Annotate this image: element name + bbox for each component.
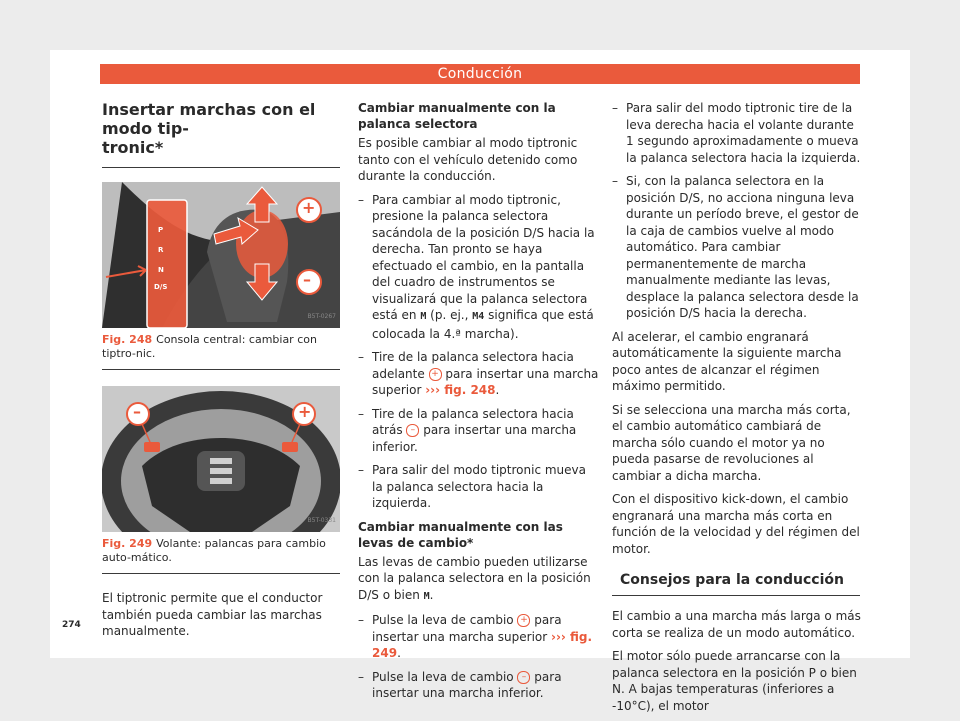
paragraph: Con el dispositivo kick-down, el cambio engranará una marcha más corta en función de la velocidad y del régimen del motor. (612, 492, 860, 556)
list-item: – Pulse la leva de cambio + para insertar una marcha superior ››› fig. 249. (358, 612, 600, 662)
section-divider (612, 595, 860, 596)
tips-section (612, 571, 862, 714)
figure-249-steering (102, 386, 340, 532)
paragraph: Al acelerar, el cambio engranará automáticamente la siguiente marcha poco antes de alcanzar el régimen máximo permitido. (612, 329, 842, 393)
paddle-steps-list (358, 612, 600, 702)
heading-paddles: Cambiar manualmente con las levas de cambio* (358, 519, 563, 550)
gear-label-n: N (158, 266, 164, 274)
list-item: – Para cambiar al modo tiptronic, presione la palanca selectora sacándola de la posición D/S hacia la derecha. Tan pronto se haya efectuado el cambio, en la pantalla del cuadro de instrumentos se visualizará que la palanca selectora está en M (p. ej., M4 significa que está colocada la 4.ª marcha). (358, 192, 600, 343)
list-item: – Tire de la palanca selectora hacia atrás – para insertar una marcha inferior. (358, 406, 600, 456)
minus-badge-icon: – (406, 424, 419, 437)
paragraph: El motor sólo puede arrancarse con la palanca selectora en la posición P o bien N. A bajas temperaturas (inferiores a -10°C), el motor (612, 649, 857, 713)
intro-paragraph: El tiptronic permite que el conductor también pueda cambiar las marchas manualmente. (102, 591, 323, 638)
paragraph-lever: Es posible cambiar al modo tiptronic tanto con el vehículo detenido como durante la conducción. (358, 136, 578, 183)
minus-symbol: – (133, 402, 141, 421)
title-divider (102, 167, 340, 168)
figure-code: B5T-0267 (307, 312, 336, 320)
plus-symbol: + (302, 198, 316, 217)
figure-divider (102, 369, 340, 370)
figure-code: B5T-0331 (307, 516, 336, 524)
gear-label-ds: D/S (154, 283, 168, 291)
continued-steps-list (612, 100, 862, 322)
paragraph: El cambio a una marcha más larga o más corta se realiza de un modo automático. (612, 609, 861, 640)
chapter-header: Conducción (100, 64, 860, 84)
figure-248-caption: Fig. 248 Consola central: cambiar con tiptro-nic. (102, 333, 317, 360)
paragraph-paddles: Las levas de cambio pueden utilizarse con la palanca selectora en la posición D/S o bien M. (358, 554, 591, 602)
list-item: – Tire de la palanca selectora hacia adelante + para insertar una marcha superior ››› fig. 248. (358, 349, 600, 399)
minus-symbol: – (303, 270, 311, 289)
paragraph: Si se selecciona una marcha más corta, el cambio automático cambiará de marcha sólo cuando el motor ya no pueda pasarse de revoluciones al cambiar a dicha marcha. (612, 402, 851, 483)
figure-link[interactable]: ››› fig. 248 (425, 383, 496, 397)
figure-link[interactable]: ››› fig. 249 (372, 629, 593, 660)
section-title: Insertar marchas con el modo tip- tronic* (102, 100, 316, 157)
column-1 (102, 100, 340, 647)
list-item: – Pulse la leva de cambio – para insertar una marcha inferior. (358, 669, 600, 702)
page-number: 274 (62, 620, 81, 630)
column-3 (612, 100, 862, 721)
section-heading: Consejos para la conducción (620, 572, 844, 588)
list-item: – Si, con la palanca selectora en la posición D/S, no acciona ninguna leva durante un período breve, el gestor de la caja de cambios vuelve al modo automático. Para cambiar permanentemente de marcha manualmente mediante las levas, desplace la palanca selectora desde la posición D/S hacia la derecha. (612, 173, 862, 322)
figure-249-caption: Fig. 249 Volante: palancas para cambio auto-mático. (102, 537, 326, 564)
gear-label-p: P (158, 226, 164, 234)
figure-divider (102, 573, 340, 574)
plus-badge-icon: + (517, 614, 530, 627)
column-2 (358, 100, 600, 709)
plus-badge-icon: + (429, 368, 442, 381)
heading-lever: Cambiar manualmente con la palanca selectora (358, 101, 556, 131)
plus-symbol: + (298, 402, 312, 421)
lever-steps-list (358, 192, 600, 512)
minus-badge-icon: – (517, 671, 530, 684)
figure-248-console (102, 182, 340, 328)
list-item: – Para salir del modo tiptronic tire de la leva derecha hacia el volante durante 1 segundo aproximadamente o mueva la palanca selectora hacia la izquierda. (612, 100, 862, 166)
list-item: – Para salir del modo tiptronic mueva la palanca selectora hacia la izquierda. (358, 462, 600, 512)
gear-label-r: R (158, 246, 164, 254)
